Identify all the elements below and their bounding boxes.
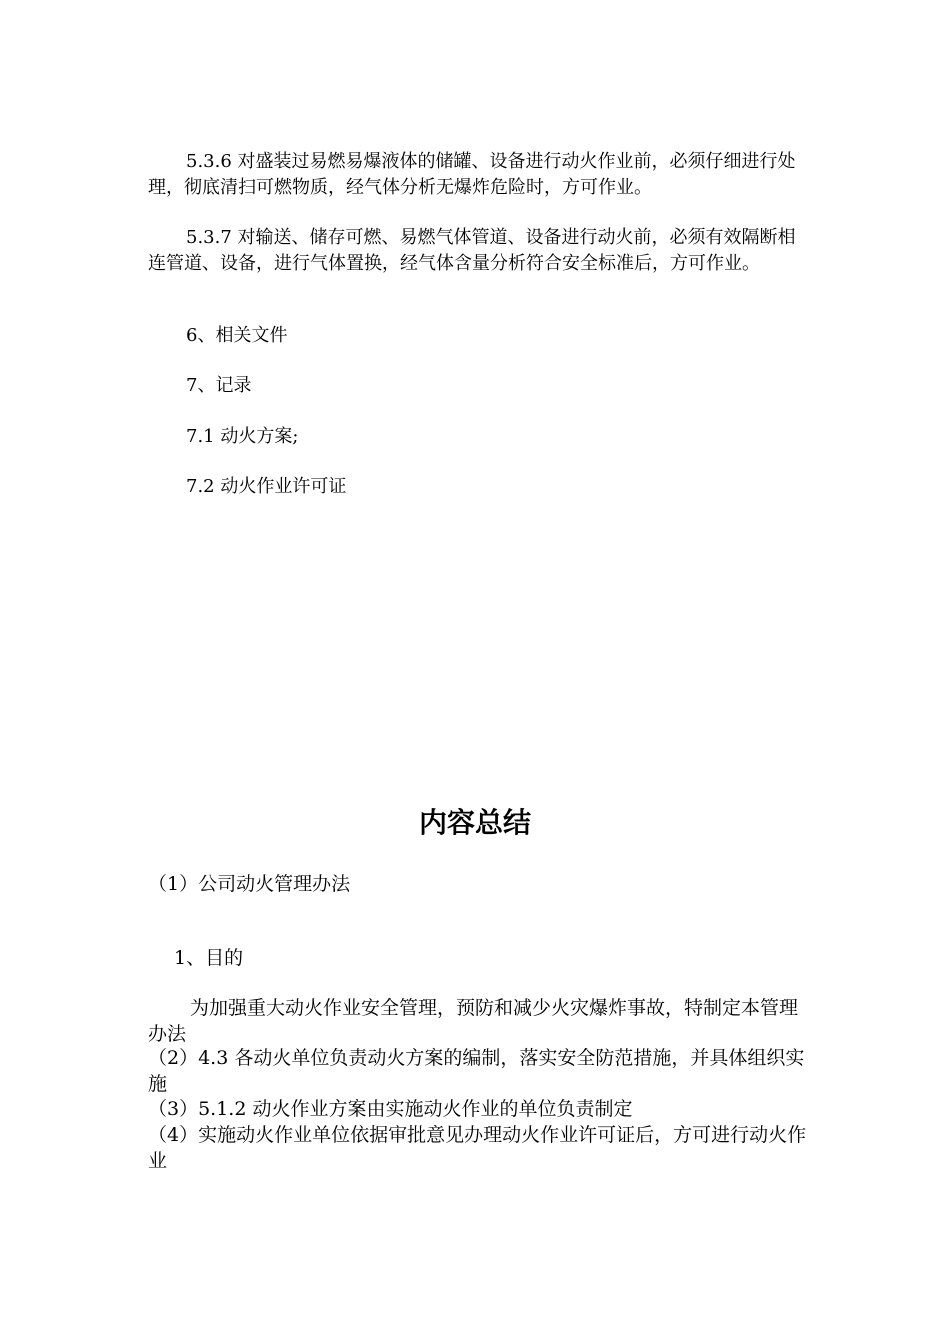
summary-item-3: （3）5.1.2 动火作业方案由实施动火作业的单位负责制定 (148, 1098, 633, 1120)
goal-text: 为加强重大动火作业安全管理，预防和减少火灾爆炸事故，特制定本管理办法 (148, 997, 799, 1045)
paragraph-5-3-6: 5.3.6 对盛装过易燃易爆液体的储罐、设备进行动火作业前，必须仔细进行处理，彻底清扫可燃物质，经气体分析无爆炸危险时，方可作业。 (148, 151, 796, 198)
heading-records: 7、记录 (186, 375, 252, 396)
summary-item-2: （2）4.3 各动火单位负责动火方案的编制，落实安全防范措施，并具体组织实施 (148, 1047, 805, 1095)
goal-heading: 1、目的 (174, 947, 244, 969)
summary-title: 内容总结 (418, 806, 531, 839)
heading-related-documents: 6、相关文件 (186, 325, 288, 346)
summary-item-4: （4）实施动火作业单位依据审批意见办理动火作业许可证后，方可进行动火作业 (148, 1124, 807, 1172)
record-item-7-1: 7.1 动火方案; (186, 426, 299, 447)
summary-item-1: （1）公司动火管理办法 (148, 873, 351, 895)
paragraph-5-3-7: 5.3.7 对输送、储存可燃、易燃气体管道、设备进行动火前，必须有效隔断相连管道、设备，进行气体置换，经气体含量分析符合安全标准后，方可作业。 (148, 227, 796, 274)
record-item-7-2: 7.2 动火作业许可证 (186, 476, 347, 497)
